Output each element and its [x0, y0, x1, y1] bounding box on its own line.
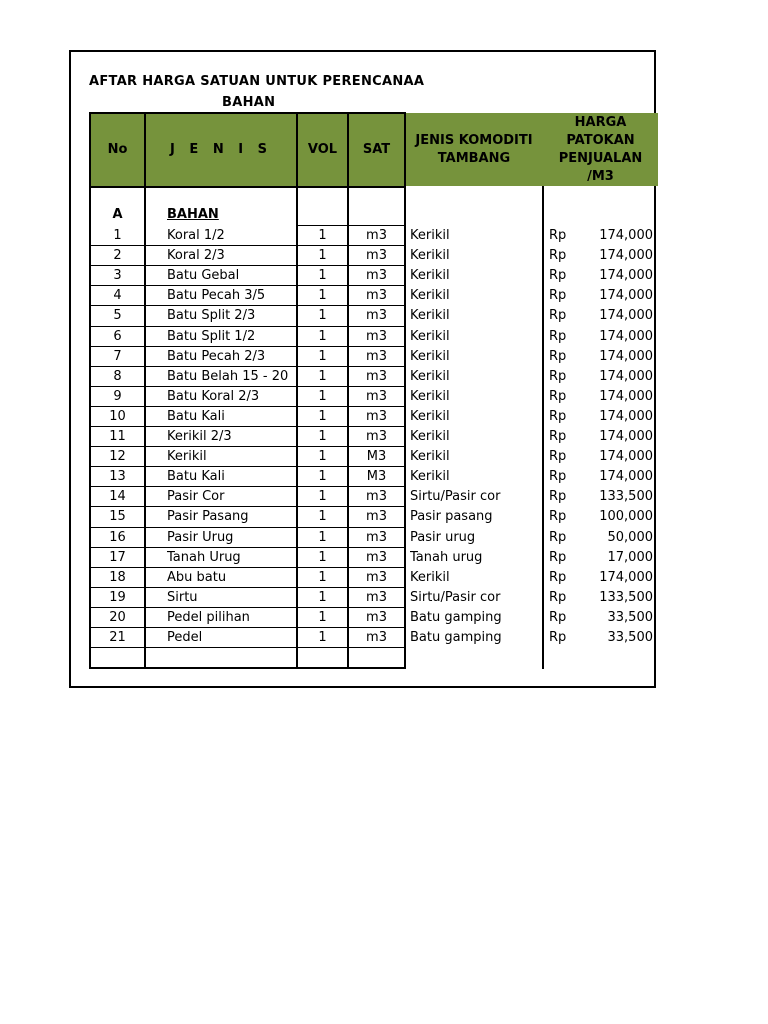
row-vol: 1	[318, 248, 327, 263]
row-jenis: Pedel pilihan	[167, 610, 250, 625]
row-komoditi: Kerikil	[410, 349, 450, 364]
row-vol: 1	[318, 449, 327, 464]
row-komoditi: Kerikil	[410, 369, 450, 384]
row-jenis: Batu Koral 2/3	[167, 389, 260, 404]
row-jenis: Batu Split 1/2	[167, 329, 256, 344]
row-sat: m3	[366, 288, 387, 303]
row-sat: m3	[366, 610, 387, 625]
row-sat: m3	[366, 329, 387, 344]
row-currency: Rp	[549, 349, 567, 364]
row-jenis: Koral 1/2	[167, 228, 225, 243]
row-sat: m3	[366, 369, 387, 384]
row-komoditi: Kerikil	[410, 429, 450, 444]
row-vol: 1	[318, 570, 327, 585]
row-currency: Rp	[549, 630, 567, 645]
row-vol: 1	[318, 429, 327, 444]
row-komoditi: Kerikil	[410, 248, 450, 263]
row-sat: m3	[366, 349, 387, 364]
row-number: 15	[109, 509, 126, 524]
row-sat: M3	[366, 449, 387, 464]
row-komoditi: Pasir urug	[410, 530, 476, 545]
header-harga-patokan: HARGA PATOKAN PENJUALAN /M3	[543, 113, 658, 186]
row-number: 11	[109, 429, 126, 444]
row-jenis: Batu Kali	[167, 469, 225, 484]
row-currency: Rp	[549, 509, 567, 524]
row-currency: Rp	[549, 389, 567, 404]
row-vol: 1	[318, 369, 327, 384]
row-number: 14	[109, 489, 126, 504]
row-komoditi: Kerikil	[410, 389, 450, 404]
row-currency: Rp	[549, 610, 567, 625]
row-jenis: Pasir Cor	[167, 489, 225, 504]
row-komoditi: Sirtu/Pasir cor	[410, 489, 501, 504]
row-sat: m3	[366, 489, 387, 504]
row-harga: 33,500	[607, 630, 653, 645]
row-jenis: Pedel	[167, 630, 203, 645]
row-harga: 33,500	[607, 610, 653, 625]
row-number: 3	[113, 268, 122, 283]
row-number: 17	[109, 550, 126, 565]
row-harga: 174,000	[599, 409, 653, 424]
row-sat: m3	[366, 228, 387, 243]
row-number: 8	[113, 369, 122, 384]
row-sat: m3	[366, 248, 387, 263]
row-vol: 1	[318, 630, 327, 645]
row-currency: Rp	[549, 409, 567, 424]
row-number: 1	[113, 228, 122, 243]
row-vol: 1	[318, 469, 327, 484]
row-currency: Rp	[549, 248, 567, 263]
row-vol: 1	[318, 308, 327, 323]
row-jenis: Batu Gebal	[167, 268, 240, 283]
row-number: 9	[113, 389, 122, 404]
row-currency: Rp	[549, 489, 567, 504]
row-jenis: Kerikil	[167, 449, 207, 464]
row-currency: Rp	[549, 429, 567, 444]
row-harga: 174,000	[599, 469, 653, 484]
header-no: No	[90, 113, 145, 186]
row-vol: 1	[318, 590, 327, 605]
row-jenis: Koral 2/3	[167, 248, 225, 263]
row-harga: 174,000	[599, 570, 653, 585]
document-title: AFTAR HARGA SATUAN UNTUK PERENCANAA	[89, 74, 425, 89]
row-number: 18	[109, 570, 126, 585]
row-jenis: Batu Split 2/3	[167, 308, 256, 323]
row-vol: 1	[318, 550, 327, 565]
row-currency: Rp	[549, 268, 567, 283]
row-komoditi: Kerikil	[410, 308, 450, 323]
row-komoditi: Kerikil	[410, 409, 450, 424]
row-sat: m3	[366, 409, 387, 424]
row-vol: 1	[318, 530, 327, 545]
row-sat: m3	[366, 509, 387, 524]
row-number: 19	[109, 590, 126, 605]
row-sat: m3	[366, 550, 387, 565]
row-harga: 133,500	[599, 590, 653, 605]
row-jenis: Batu Kali	[167, 409, 225, 424]
row-sat: m3	[366, 630, 387, 645]
row-komoditi: Pasir pasang	[410, 509, 493, 524]
row-currency: Rp	[549, 288, 567, 303]
section-name: BAHAN	[167, 207, 219, 222]
row-harga: 100,000	[599, 509, 653, 524]
row-number: 16	[109, 530, 126, 545]
row-currency: Rp	[549, 228, 567, 243]
row-komoditi: Kerikil	[410, 570, 450, 585]
row-harga: 174,000	[599, 268, 653, 283]
document-subtitle: BAHAN	[222, 95, 276, 110]
row-sat: M3	[366, 469, 387, 484]
row-harga: 174,000	[599, 349, 653, 364]
row-number: 2	[113, 248, 122, 263]
row-currency: Rp	[549, 530, 567, 545]
row-currency: Rp	[549, 329, 567, 344]
row-komoditi: Kerikil	[410, 268, 450, 283]
row-jenis: Tanah Urug	[167, 550, 241, 565]
row-jenis: Pasir Pasang	[167, 509, 249, 524]
row-komoditi: Kerikil	[410, 469, 450, 484]
row-number: 7	[113, 349, 122, 364]
row-jenis: Sirtu	[167, 590, 198, 605]
row-jenis: Abu batu	[167, 570, 227, 585]
row-harga: 174,000	[599, 288, 653, 303]
row-harga: 174,000	[599, 248, 653, 263]
row-number: 13	[109, 469, 126, 484]
row-vol: 1	[318, 329, 327, 344]
row-vol: 1	[318, 610, 327, 625]
row-vol: 1	[318, 349, 327, 364]
row-sat: m3	[366, 308, 387, 323]
row-komoditi: Tanah urug	[410, 550, 483, 565]
row-number: 5	[113, 308, 122, 323]
row-currency: Rp	[549, 590, 567, 605]
row-vol: 1	[318, 409, 327, 424]
header-sat: SAT	[348, 113, 405, 186]
row-sat: m3	[366, 429, 387, 444]
row-komoditi: Kerikil	[410, 329, 450, 344]
row-vol: 1	[318, 489, 327, 504]
row-vol: 1	[318, 389, 327, 404]
header-vol: VOL	[297, 113, 348, 186]
row-harga: 50,000	[607, 530, 653, 545]
row-currency: Rp	[549, 469, 567, 484]
row-currency: Rp	[549, 369, 567, 384]
row-komoditi: Sirtu/Pasir cor	[410, 590, 501, 605]
row-harga: 174,000	[599, 429, 653, 444]
row-sat: m3	[366, 570, 387, 585]
header-jenis: J E N I S	[145, 113, 297, 186]
row-jenis: Pasir Urug	[167, 530, 234, 545]
row-harga: 174,000	[599, 329, 653, 344]
row-sat: m3	[366, 389, 387, 404]
row-harga: 133,500	[599, 489, 653, 504]
row-komoditi: Kerikil	[410, 288, 450, 303]
row-number: 10	[109, 409, 126, 424]
table-top-border	[89, 112, 405, 114]
row-border	[144, 667, 297, 668]
row-number: 4	[113, 288, 122, 303]
row-harga: 174,000	[599, 449, 653, 464]
row-sat: m3	[366, 590, 387, 605]
row-komoditi: Kerikil	[410, 449, 450, 464]
row-number: 20	[109, 610, 126, 625]
row-vol: 1	[318, 228, 327, 243]
row-number: 12	[109, 449, 126, 464]
row-harga: 17,000	[607, 550, 653, 565]
section-code: A	[112, 207, 123, 222]
row-sat: m3	[366, 530, 387, 545]
row-jenis: Batu Belah 15 - 20	[167, 369, 289, 384]
row-vol: 1	[318, 288, 327, 303]
header-jenis-komoditi: JENIS KOMODITI TAMBANG	[405, 113, 543, 186]
row-sat: m3	[366, 268, 387, 283]
row-number: 6	[113, 329, 122, 344]
row-harga: 174,000	[599, 369, 653, 384]
row-harga: 174,000	[599, 389, 653, 404]
row-harga: 174,000	[599, 228, 653, 243]
row-harga: 174,000	[599, 308, 653, 323]
row-number: 21	[109, 630, 126, 645]
column-divider-harga	[542, 186, 544, 669]
row-vol: 1	[318, 509, 327, 524]
row-jenis: Kerikil 2/3	[167, 429, 232, 444]
row-jenis: Batu Pecah 3/5	[167, 288, 266, 303]
row-komoditi: Batu gamping	[410, 630, 502, 645]
row-currency: Rp	[549, 449, 567, 464]
row-jenis: Batu Pecah 2/3	[167, 349, 266, 364]
header-bottom-border	[89, 186, 405, 188]
row-vol: 1	[318, 268, 327, 283]
row-komoditi: Kerikil	[410, 228, 450, 243]
row-currency: Rp	[549, 570, 567, 585]
row-komoditi: Batu gamping	[410, 610, 502, 625]
row-currency: Rp	[549, 550, 567, 565]
row-currency: Rp	[549, 308, 567, 323]
